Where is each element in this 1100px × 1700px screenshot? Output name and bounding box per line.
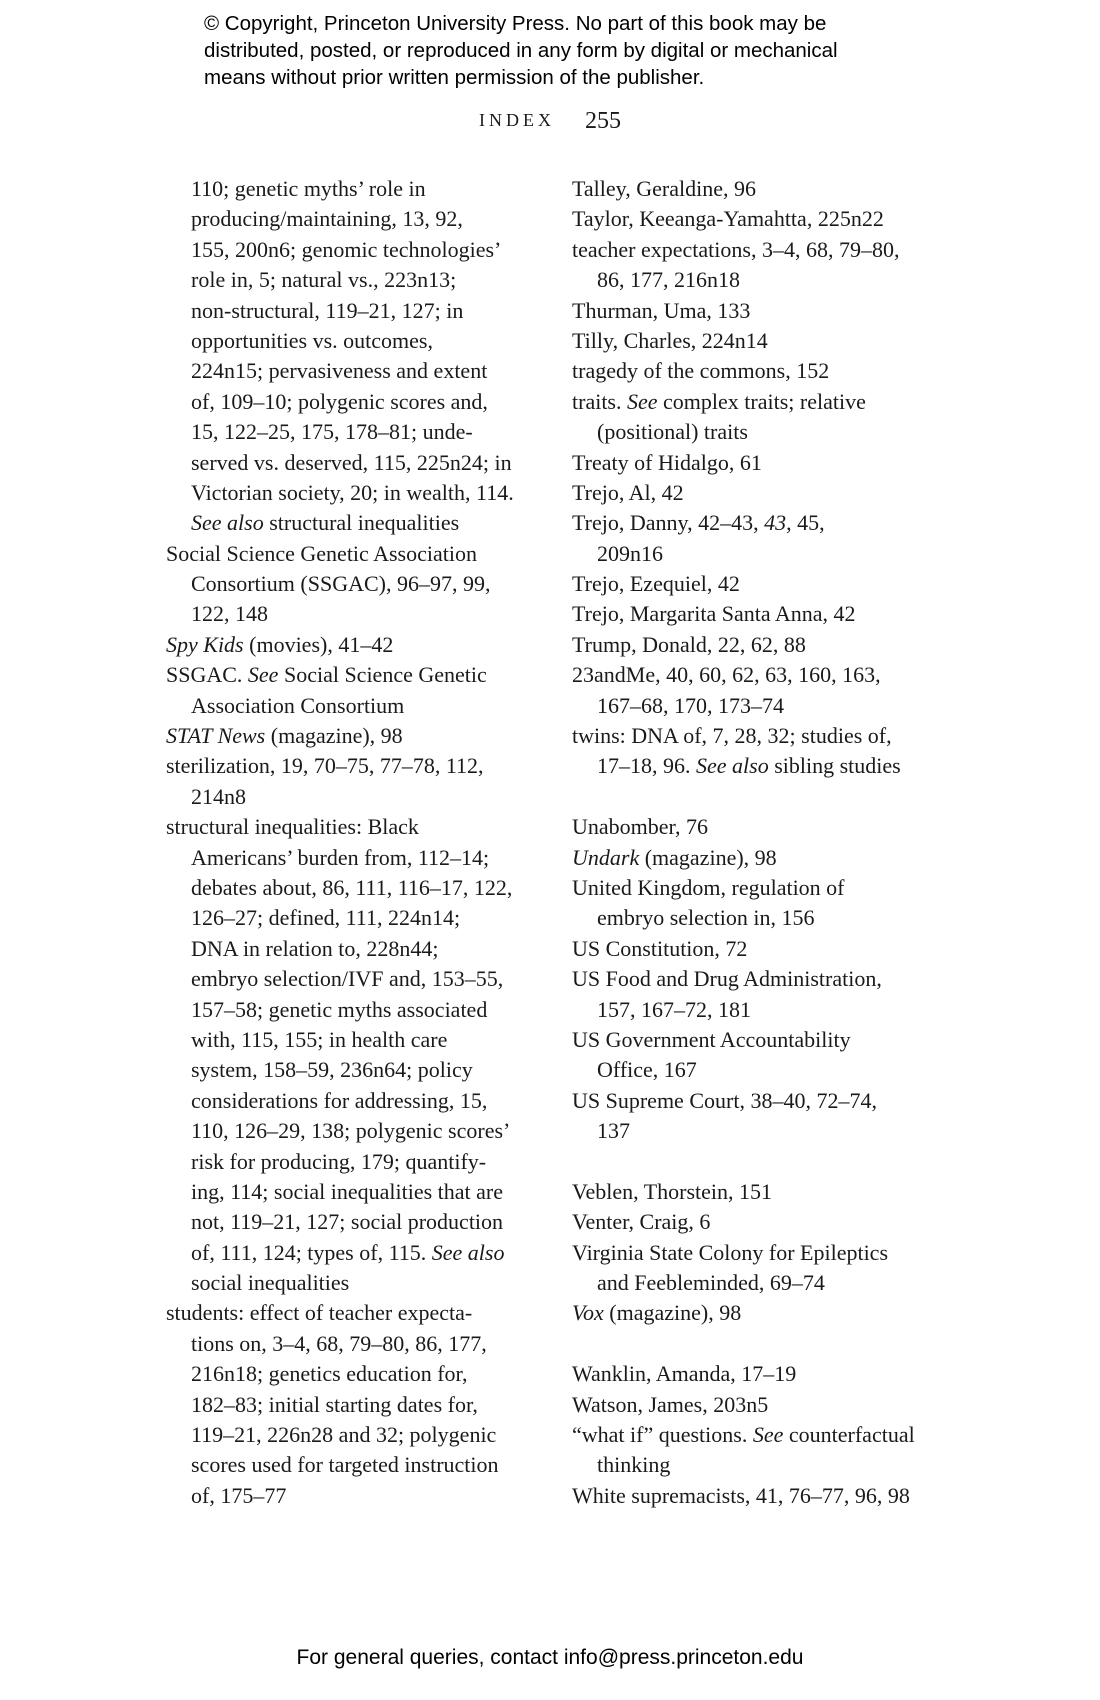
index-entry-continuation	[166, 356, 536, 386]
entry-text: Consortium (SSGAC), 96–97, 99,	[191, 571, 491, 597]
index-entry	[572, 387, 972, 417]
entry-text: Trejo, Al, 42	[572, 479, 684, 505]
index-entry-continuation	[572, 995, 972, 1025]
section-label: INDEX	[479, 110, 555, 130]
italic-text: See also	[431, 1239, 505, 1265]
entry-text: Taylor, Keeanga-Yamahtta, 225n22	[572, 206, 884, 232]
index-entry-continuation	[166, 599, 536, 629]
italic-text: Undark	[572, 844, 640, 870]
entry-text: considerations for addressing, 15,	[191, 1087, 488, 1113]
entry-text: debates about, 86, 111, 116–17, 122,	[191, 874, 513, 900]
index-entry	[572, 1238, 972, 1268]
entry-text: of, 175–77	[191, 1482, 287, 1508]
index-entry-continuation	[166, 1086, 536, 1116]
index-entry-continuation	[166, 508, 536, 538]
index-entry	[572, 508, 972, 538]
index-entry-continuation	[166, 691, 536, 721]
entry-text: 157, 167–72, 181	[597, 996, 751, 1022]
index-entry	[572, 356, 972, 386]
index-entry-continuation	[572, 539, 972, 569]
entry-text: thinking	[597, 1452, 671, 1478]
index-entry-continuation	[166, 326, 536, 356]
entry-text: and Feebleminded, 69–74	[597, 1270, 825, 1296]
entry-text: Trejo, Margarita Santa Anna, 42	[572, 601, 856, 627]
index-entry-continuation	[572, 1268, 972, 1298]
index-entry	[572, 843, 972, 873]
index-entry-continuation	[572, 1116, 972, 1146]
index-entry	[166, 539, 536, 569]
entry-text: 216n18; genetics education for,	[191, 1361, 468, 1387]
copyright-line: distributed, posted, or reproduced in any form by digital or mechanical	[204, 39, 838, 62]
index-entry	[166, 751, 536, 781]
entry-text: tragedy of the commons, 152	[572, 358, 830, 384]
entry-text: 157–58; genetic myths associated	[191, 996, 488, 1022]
entry-text: Victorian society, 20; in wealth, 114.	[191, 479, 514, 505]
entry-text: students: effect of teacher expecta-	[166, 1300, 473, 1326]
index-entry-continuation	[166, 1147, 536, 1177]
index-entry-continuation	[166, 478, 536, 508]
letter-group-spacer	[572, 782, 972, 812]
entry-text: 182–83; initial starting dates for,	[191, 1391, 478, 1417]
entry-text: structural inequalities: Black	[166, 814, 419, 840]
index-entry-continuation	[166, 1025, 536, 1055]
index-entry-continuation	[166, 204, 536, 234]
entry-text: teacher expectations, 3–4, 68, 79–80,	[572, 236, 900, 262]
index-entry	[572, 235, 972, 265]
entry-text: Trejo, Danny, 42–43,	[572, 510, 765, 536]
entry-text: of, 111, 124; types of, 115.	[191, 1239, 432, 1265]
entry-text: counterfactual	[783, 1422, 915, 1448]
index-entry	[166, 721, 536, 751]
italic-text: See	[627, 388, 658, 414]
entry-text: complex traits; relative	[657, 388, 866, 414]
entry-text: opportunities vs. outcomes,	[191, 327, 433, 353]
entry-text: Veblen, Thorstein, 151	[572, 1178, 773, 1204]
index-entry-continuation	[166, 1116, 536, 1146]
index-entry	[572, 448, 972, 478]
italic-text: See also	[696, 753, 769, 779]
letter-group-spacer	[572, 1147, 972, 1177]
entry-text: Social Science Genetic Association	[166, 540, 477, 566]
index-entry-continuation	[166, 174, 536, 204]
index-entry-continuation	[572, 417, 972, 447]
entry-text: 155, 200n6; genomic technologies’	[191, 236, 502, 262]
entry-text: Trejo, Ezequiel, 42	[572, 571, 740, 597]
index-entry	[572, 964, 972, 994]
italic-text: STAT News	[166, 723, 266, 749]
entry-text: US Supreme Court, 38–40, 72–74,	[572, 1087, 877, 1113]
index-entry-continuation	[572, 265, 972, 295]
copyright-notice	[204, 10, 964, 91]
entry-text: 110; genetic myths’ role in	[191, 176, 426, 201]
entry-text: (positional) traits	[597, 419, 748, 445]
index-entry	[572, 630, 972, 660]
entry-text: ing, 114; social inequalities that are	[191, 1178, 503, 1204]
index-entry-continuation	[166, 1207, 536, 1237]
index-entry-continuation	[166, 782, 536, 812]
entry-text: role in, 5; natural vs., 223n13;	[191, 267, 457, 293]
entry-text: “what if” questions.	[572, 1422, 753, 1448]
index-entry-continuation	[166, 1268, 536, 1298]
entry-text: structural inequalities	[263, 510, 460, 536]
index-entry	[572, 721, 972, 751]
entry-text: 224n15; pervasiveness and extent	[191, 358, 488, 384]
index-entry-continuation	[166, 995, 536, 1025]
index-entry-continuation	[572, 903, 972, 933]
entry-text: not, 119–21, 127; social production	[191, 1209, 504, 1235]
entry-text: 214n8	[191, 783, 246, 809]
entry-text: (magazine), 98	[639, 844, 777, 870]
entry-text: Unabomber, 76	[572, 814, 708, 840]
index-entry	[572, 873, 972, 903]
entry-text: social inequalities	[191, 1270, 350, 1296]
entry-text: (magazine), 98	[265, 723, 403, 749]
entry-text: 110, 126–29, 138; polygenic scores’	[191, 1118, 511, 1144]
entry-text: of, 109–10; polygenic scores and,	[191, 388, 488, 414]
index-entry	[572, 569, 972, 599]
italic-text: See	[247, 662, 279, 688]
entry-text: non-structural, 119–21, 127; in	[191, 297, 464, 323]
entry-text: sterilization, 19, 70–75, 77–78, 112,	[166, 753, 484, 779]
entry-text: Americans’ burden from, 112–14;	[191, 844, 490, 870]
entry-text: twins: DNA of, 7, 28, 32; studies of,	[572, 723, 892, 749]
index-entry-continuation	[572, 1055, 972, 1085]
index-entry-continuation	[166, 235, 536, 265]
entry-text: traits.	[572, 388, 627, 414]
index-entry-continuation	[166, 1450, 536, 1480]
italic-text: Vox	[572, 1300, 604, 1326]
entry-text: (movies), 41–42	[243, 631, 394, 657]
entry-text: Wanklin, Amanda, 17–19	[572, 1361, 797, 1387]
index-entry	[572, 1298, 972, 1328]
index-entry	[572, 934, 972, 964]
entry-text: system, 158–59, 236n64; policy	[191, 1057, 473, 1083]
index-entry-continuation	[166, 296, 536, 326]
entry-text: US Constitution, 72	[572, 935, 748, 961]
index-entry-continuation	[572, 751, 972, 781]
index-entry-continuation	[166, 1177, 536, 1207]
index-entry-continuation	[166, 448, 536, 478]
entry-text: 167–68, 170, 173–74	[597, 692, 784, 718]
letter-group-spacer	[572, 1329, 972, 1359]
entry-text: US Food and Drug Administration,	[572, 966, 882, 992]
index-entry-continuation	[166, 1359, 536, 1389]
index-entry-continuation	[166, 964, 536, 994]
entry-text: (magazine), 98	[603, 1300, 742, 1326]
index-column-right	[572, 174, 972, 1511]
entry-text: 15, 122–25, 175, 178–81; unde-	[191, 419, 473, 445]
index-entry	[572, 1390, 972, 1420]
entry-text: 122, 148	[191, 601, 268, 627]
entry-text: Tilly, Charles, 224n14	[572, 327, 768, 353]
index-entry-continuation	[166, 1329, 536, 1359]
entry-text: 86, 177, 216n18	[597, 267, 740, 293]
index-entry-continuation	[166, 843, 536, 873]
index-entry	[572, 296, 972, 326]
entry-text: 209n16	[597, 540, 663, 566]
entry-text: 137	[597, 1118, 630, 1144]
running-head	[0, 108, 1100, 135]
index-entry-continuation	[166, 1238, 536, 1268]
entry-text: Talley, Geraldine, 96	[572, 176, 756, 201]
entry-text: 119–21, 226n28 and 32; polygenic	[191, 1422, 497, 1448]
entry-text: producing/maintaining, 13, 92,	[191, 206, 463, 232]
entry-text: scores used for targeted instruction	[191, 1452, 499, 1478]
entry-text: sibling studies	[768, 753, 901, 779]
entry-text: Social Science Genetic	[278, 662, 487, 688]
index-entry	[166, 812, 536, 842]
index-entry-continuation	[166, 1481, 536, 1511]
index-entry-continuation	[166, 873, 536, 903]
footer-contact: For general queries, contact info@press.princeton.edu	[296, 1646, 804, 1669]
copyright-line: means without prior written permission of the publisher.	[204, 66, 705, 89]
entry-text: served vs. deserved, 115, 225n24; in	[191, 449, 512, 475]
index-entry	[572, 1177, 972, 1207]
entry-text: Treaty of Hidalgo, 61	[572, 449, 762, 475]
entry-text: , 45,	[786, 510, 825, 536]
index-column-left	[166, 174, 536, 1511]
index-entry	[572, 326, 972, 356]
index-entry-continuation	[166, 1055, 536, 1085]
index-entry	[572, 1481, 972, 1511]
italic-text: Spy Kids	[166, 631, 244, 657]
italic-text: 43	[764, 510, 787, 536]
entry-text: Association Consortium	[191, 692, 405, 718]
page-number: 255	[585, 108, 621, 134]
copyright-line: © Copyright, Princeton University Press. No part of this book may be	[204, 12, 827, 35]
entry-text: risk for producing, 179; quantify-	[191, 1148, 487, 1174]
index-entry	[572, 599, 972, 629]
entry-text: US Government Accountability	[572, 1026, 851, 1052]
entry-text: Trump, Donald, 22, 62, 88	[572, 631, 806, 657]
entry-text: tions on, 3–4, 68, 79–80, 86, 177,	[191, 1330, 487, 1356]
index-entry	[572, 1359, 972, 1389]
entry-text: United Kingdom, regulation of	[572, 874, 845, 900]
index-entry	[572, 660, 972, 690]
index-entry	[572, 1207, 972, 1237]
index-entry	[572, 204, 972, 234]
entry-text: 126–27; defined, 111, 224n14;	[191, 905, 461, 931]
entry-text: with, 115, 155; in health care	[191, 1026, 448, 1052]
index-entry-continuation	[166, 1390, 536, 1420]
index-entry	[572, 1420, 972, 1450]
entry-text: 17–18, 96.	[597, 753, 696, 779]
index-entry	[166, 660, 536, 690]
entry-text: Watson, James, 203n5	[572, 1391, 769, 1417]
index-entry-continuation	[166, 265, 536, 295]
entry-text: DNA in relation to, 228n44;	[191, 935, 439, 961]
index-entry-continuation	[572, 1450, 972, 1480]
entry-text: White supremacists, 41, 76–77, 96, 98	[572, 1482, 910, 1508]
index-entry	[572, 812, 972, 842]
index-entry-continuation	[166, 903, 536, 933]
entry-text: Thurman, Uma, 133	[572, 297, 751, 323]
index-entry-continuation	[166, 387, 536, 417]
index-entry	[572, 478, 972, 508]
index-entry-continuation	[166, 569, 536, 599]
entry-text: Virginia State Colony for Epileptics	[572, 1239, 889, 1265]
index-entry-continuation	[166, 417, 536, 447]
index-entry	[166, 1298, 536, 1328]
entry-text: 23andMe, 40, 60, 62, 63, 160, 163,	[572, 662, 881, 688]
index-entry-continuation	[572, 691, 972, 721]
italic-text: See	[752, 1422, 784, 1448]
index-entry	[572, 1086, 972, 1116]
index-entry-continuation	[166, 934, 536, 964]
entry-text: embryo selection/IVF and, 153–55,	[191, 966, 504, 992]
entry-text: embryo selection in, 156	[597, 905, 815, 931]
index-entry	[572, 1025, 972, 1055]
index-entry-continuation	[166, 1420, 536, 1450]
index-entry	[166, 630, 536, 660]
entry-text: SSGAC.	[166, 662, 248, 688]
entry-text: Office, 167	[597, 1057, 697, 1083]
italic-text: See also	[191, 510, 264, 536]
entry-text: Venter, Craig, 6	[572, 1209, 711, 1235]
index-entry	[572, 174, 972, 204]
